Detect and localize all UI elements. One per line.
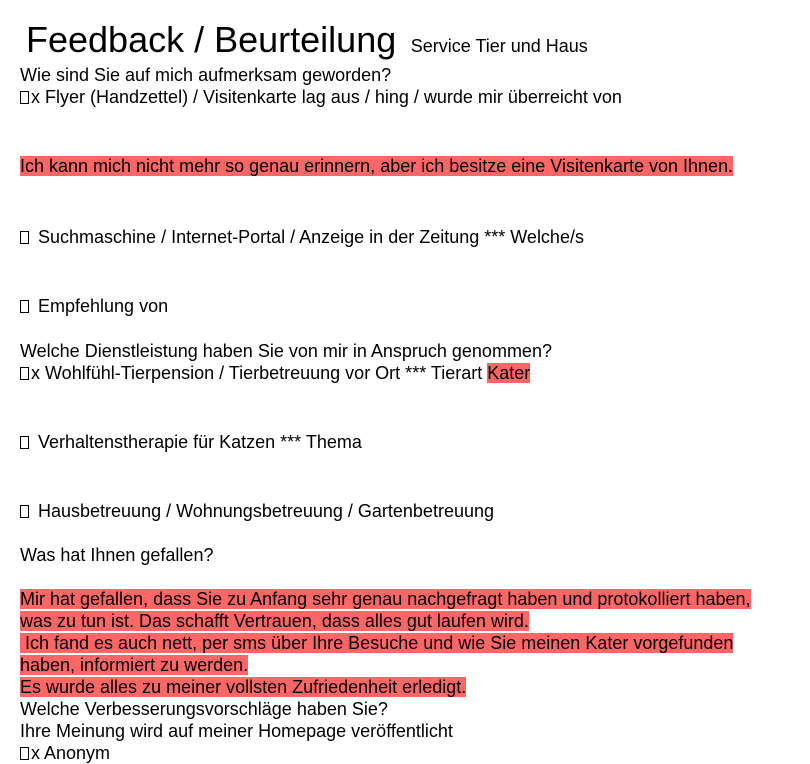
option-behavior-therapy[interactable] — [20, 431, 362, 453]
header — [26, 18, 588, 62]
checkbox-icon[interactable] — [20, 300, 29, 313]
option-house-care[interactable] — [20, 500, 494, 522]
question-service: Welche Dienstleistung haben Sie von mir in Anspruch genommen? — [20, 341, 552, 361]
option-label: Anonym — [44, 743, 111, 763]
highlighted-answer: Ich kann mich nicht mehr so genau erinnern, aber ich besitze eine Visitenkarte von Ihnen. — [20, 156, 734, 176]
option-label: Suchmaschine / Internet-Portal / Anzeige in der Zeitung *** Welche/s — [38, 227, 584, 247]
answer-line: haben, informiert zu werden. — [20, 655, 249, 675]
answer-referral — [20, 155, 733, 177]
option-label: Wohlfühl-Tierpension / Tierbetreuung vor Ort *** Tierart — [45, 363, 488, 383]
option-anonymous[interactable] — [20, 742, 110, 764]
answer-line: Ich fand es auch nett, per sms über Ihre Besuche und wie Sie meinen Kater vorgefunden — [20, 633, 734, 653]
answer-line: Mir hat gefallen, dass Sie zu Anfang sehr genau nachgefragt haben und protokolliert haben, — [20, 589, 751, 609]
checkbox-icon[interactable] — [20, 505, 29, 518]
page-subtitle: Service Tier und Haus — [410, 36, 588, 56]
checkbox-icon[interactable] — [20, 231, 29, 244]
option-recommendation[interactable] — [20, 295, 168, 317]
option-label: Hausbetreuung / Wohnungsbetreuung / Gartenbetreuung — [38, 501, 494, 521]
question-liked: Was hat Ihnen gefallen? — [20, 545, 214, 565]
checkbox-icon[interactable] — [20, 747, 29, 760]
checkbox-icon[interactable] — [20, 367, 29, 380]
checkbox-mark: x — [31, 743, 40, 763]
checkbox-mark: x — [31, 87, 40, 107]
checkbox-icon[interactable] — [20, 91, 29, 104]
option-pet-boarding[interactable] — [20, 362, 530, 384]
homepage-note: Ihre Meinung wird auf meiner Homepage veröffentlicht — [20, 721, 453, 741]
answer-liked — [20, 588, 810, 698]
option-flyer[interactable] — [20, 86, 622, 108]
answer-line: Es wurde alles zu meiner vollsten Zufriedenheit erledigt. — [20, 677, 467, 697]
question-referral: Wie sind Sie auf mich aufmerksam geworden? — [20, 65, 392, 85]
option-label: Verhaltenstherapie für Katzen *** Thema — [38, 432, 362, 452]
page-title: Feedback / Beurteilung — [26, 19, 397, 60]
option-search-engine[interactable] — [20, 226, 584, 248]
highlighted-answer: Kater — [487, 363, 531, 383]
option-label: Empfehlung von — [38, 296, 169, 316]
question-improvements: Welche Verbesserungsvorschläge haben Sie? — [20, 699, 388, 719]
answer-line: was zu tun ist. Das schafft Vertrauen, dass alles gut laufen wird. — [20, 611, 529, 631]
checkbox-mark: x — [31, 363, 40, 383]
option-label: Flyer (Handzettel) / Visitenkarte lag aus / hing / wurde mir überreicht von — [45, 87, 622, 107]
checkbox-icon[interactable] — [20, 436, 29, 449]
